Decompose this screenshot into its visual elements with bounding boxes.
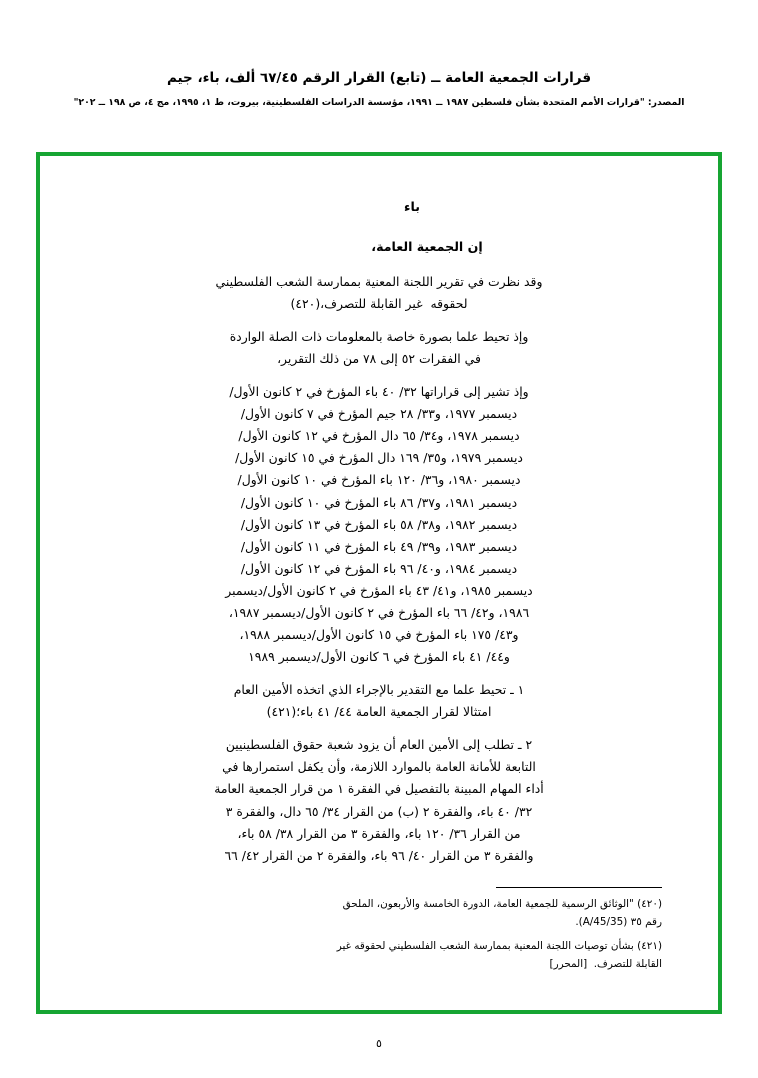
paragraph-line: ديسمبر ١٩٨٣، و٣٩/ ٤٩ باء المؤرخ في ١١ كانون الأول/ — [240, 538, 518, 554]
footnote-divider — [496, 887, 662, 888]
paragraph-line: ديسمبر ١٩٨٤، و٤٠/ ٩٦ باء المؤرخ في ١٢ كانون الأول/ — [240, 560, 518, 576]
paragraph-line: من القرار ٣٦/ ١٢٠ باء، والفقرة ٣ من القرار ٣٨/ ٥٨ باء، — [237, 825, 521, 841]
paragraph-line: و٤٤/ ٤١ باء المؤرخ في ٦ كانون الأول/ديسمبر ١٩٨٩ — [248, 649, 510, 665]
paragraph-line: أداء المهام المبينة بالتفصيل في الفقرة ١ من قرار الجمعية العامة — [214, 781, 544, 797]
section-letter-text: باء — [404, 199, 420, 214]
section-letter — [96, 196, 662, 218]
paragraph-line: ديسمبر ١٩٨٢، و٣٨/ ٥٨ باء المؤرخ في ١٣ كانون الأول/ — [240, 516, 518, 532]
paragraph-line: ١ ـ تحيط علما مع التقدير بالإجراء الذي اتخذه الأمين العام — [233, 682, 525, 698]
paragraph-line: والفقرة ٣ من القرار ٤٠/ ٩٦ باء، والفقرة ٢ من القرار ٤٢/ ٦٦ — [224, 847, 534, 863]
paragraph-line: و٤٣/ ١٧٥ باء المؤرخ في ١٥ كانون الأول/ديسمبر ١٩٨٨، — [239, 626, 519, 642]
paragraph-line: امتثالا لقرار الجمعية العامة ٤٤/ ٤١ باء؛(٤٢١) — [266, 704, 492, 720]
organ-line — [96, 236, 662, 258]
preamble-paragraph-1 — [96, 271, 662, 315]
page-header — [0, 0, 758, 110]
paragraph-line: ٣٢/ ٤٠ باء، والفقرة ٢ (ب) من القرار ٣٤/ ٦٥ دال، والفقرة ٣ — [225, 803, 533, 819]
preamble-paragraph-3 — [96, 381, 662, 668]
paragraph-line: ١٩٨٦، و٤٢/ ٦٦ باء المؤرخ في ٢ كانون الأول/ديسمبر ١٩٨٧، — [228, 604, 530, 620]
paragraph-line: ديسمبر ١٩٧٨، و٣٤/ ٦٥ دال المؤرخ في ١٢ كانون الأول/ — [238, 428, 520, 444]
preamble-paragraph-2 — [96, 326, 662, 370]
footnotes — [242, 887, 662, 980]
footnote-line: رقم ٣٥ (A/45/35). — [575, 916, 662, 929]
source-line: المصدر: "قرارات الأمم المتحدة بشأن فلسطين ١٩٨٧ ــ ١٩٩١، مؤسسة الدراسات الفلسطينية، بيروت، ط ١، ١٩٩٥، مج ٤، ص ١٩٨ ــ ٢٠٢" — [73, 97, 685, 109]
paragraph-line: في الفقرات ٥٢ إلى ٧٨ من ذلك التقرير، — [277, 351, 481, 367]
paragraph-line: وإذ تشير إلى قراراتها ٣٢/ ٤٠ باء المؤرخ في ٢ كانون الأول/ — [229, 384, 529, 400]
paragraph-line: وإذ تحيط علما بصورة خاصة بالمعلومات ذات الصلة الواردة — [229, 328, 529, 344]
operative-paragraph-1 — [96, 679, 662, 723]
paragraph-line: لحقوقه غير القابلة للتصرف،(٤٢٠) — [290, 295, 468, 311]
footnote-line: (٤٢٠) "الوثائق الرسمية للجمعية العامة، الدورة الخامسة والأربعون، الملحق — [342, 898, 662, 911]
paragraph-line: وقد نظرت في تقرير اللجنة المعنية بممارسة الشعب الفلسطيني — [215, 273, 543, 289]
page-number: ٥ — [376, 1037, 382, 1050]
content-frame-inner — [40, 156, 718, 1010]
footnote-420 — [242, 896, 662, 932]
footnote-421 — [242, 938, 662, 974]
page-title: قرارات الجمعية العامة ــ (تابع) القرار الرقم ٦٧/٤٥ ألف، باء، جيم — [166, 70, 592, 86]
document-body — [96, 196, 662, 867]
content-frame — [36, 152, 722, 1014]
paragraph-line: ديسمبر ١٩٨٠، و٣٦/ ١٢٠ باء المؤرخ في ١٠ كانون الأول/ — [237, 472, 521, 488]
paragraph-line: ٢ ـ تطلب إلى الأمين العام أن يزود شعبة حقوق الفلسطينيين — [225, 737, 533, 753]
paragraph-line: ديسمبر ١٩٧٧، و٣٣/ ٢٨ جيم المؤرخ في ٧ كانون الأول/ — [240, 406, 518, 422]
operative-paragraph-2 — [96, 734, 662, 866]
organ-line-text: إن الجمعية العامة، — [371, 239, 483, 255]
paragraph-line: ديسمبر ١٩٨٥، و٤١/ ٤٣ باء المؤرخ في ٢ كانون الأول/ديسمبر — [225, 582, 533, 598]
paragraph-line: ديسمبر ١٩٧٩، و٣٥/ ١٦٩ دال المؤرخ في ١٥ كانون الأول/ — [235, 450, 523, 466]
footnote-line: القابلة للتصرف. [المحرر] — [549, 958, 662, 971]
footnote-line: (٤٢١) بشأن توصيات اللجنة المعنية بممارسة الشعب الفلسطيني لحقوقه غير — [336, 940, 662, 953]
paragraph-line: التابعة للأمانة العامة بالموارد اللازمة، وأن يكفل استمرارها في — [222, 759, 536, 775]
paragraph-line: ديسمبر ١٩٨١، و٣٧/ ٨٦ باء المؤرخ في ١٠ كانون الأول/ — [240, 494, 518, 510]
